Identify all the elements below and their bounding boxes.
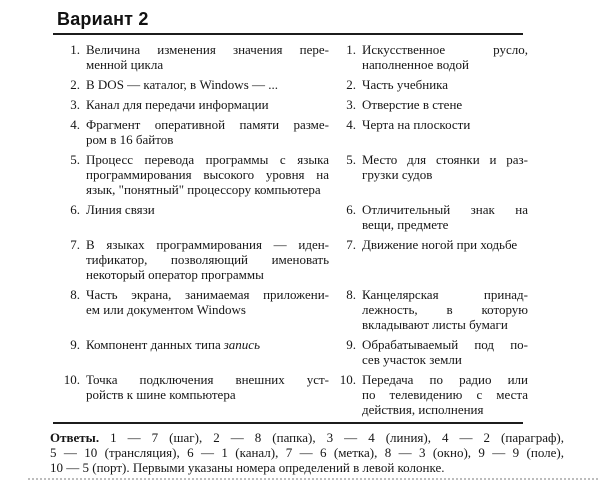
item-number: 5. (70, 152, 80, 167)
left-item-3 (62, 97, 329, 112)
text-line: Часть учебника (362, 77, 449, 92)
item-number: 9. (70, 337, 80, 352)
term-italic: запись (223, 337, 260, 352)
text-line: сев участок земли (362, 352, 462, 367)
answers-label: Ответы. (50, 430, 100, 445)
definition-text (362, 372, 528, 417)
right-item-4 (338, 117, 528, 132)
text-line: наполненное водой (362, 57, 469, 72)
table-row (62, 237, 611, 282)
item-number: 4. (346, 117, 356, 132)
text-line: программирования высокого уровня на (86, 167, 329, 182)
item-number: 3. (346, 97, 356, 112)
definition-text (86, 372, 329, 402)
left-item-5 (62, 152, 329, 197)
item-number: 10. (63, 372, 80, 387)
definition-text (362, 237, 528, 252)
text-line: Точка подключения внешних уст- (86, 372, 329, 387)
definition-text (86, 237, 329, 282)
right-item-9 (338, 337, 528, 367)
text-line: Величина изменения значения пере- (86, 42, 329, 57)
answers-line: 10 — 5 (порт). Первыми указаны номера определений в левой колонке. (50, 460, 445, 475)
text-line: В языках программирования — иден- (86, 237, 329, 252)
right-item-2 (338, 77, 528, 92)
table-row (62, 202, 611, 232)
answers-paragraph (50, 430, 564, 475)
text-line: В DOS — каталог, в Windows — ... (86, 77, 279, 92)
definition-text (86, 42, 329, 72)
table-row (62, 77, 611, 92)
item-number: 7. (346, 237, 356, 252)
text-line: действия, исполнения (362, 402, 484, 417)
text-line: вещи, предмете (362, 217, 449, 232)
item-number: 1. (70, 42, 80, 57)
text-line (86, 337, 329, 352)
definition-text (362, 202, 528, 232)
table-row (62, 372, 611, 417)
text-line: некоторый оператор программы (86, 267, 264, 282)
left-item-6 (62, 202, 329, 217)
left-item-4 (62, 117, 329, 147)
text-line: Процесс перевода программы с языка (86, 152, 329, 167)
left-item-7 (62, 237, 329, 282)
right-item-5 (338, 152, 528, 182)
item-number: 6. (346, 202, 356, 217)
definition-text (86, 97, 329, 112)
left-item-8 (62, 287, 329, 317)
table-row (62, 97, 611, 112)
item-number: 8. (70, 287, 80, 302)
definition-text (362, 77, 528, 92)
page-title: Вариант 2 (57, 9, 149, 29)
text-line: Линия связи (86, 202, 155, 217)
text-line: Движение ногой при ходьбе (362, 237, 518, 252)
text-line: ем или документом Windows (86, 302, 246, 317)
left-item-1 (62, 42, 329, 72)
definition-text (86, 202, 329, 217)
text-segment: Компонент данных типа (86, 337, 221, 352)
right-item-1 (338, 42, 528, 72)
text-line: тификатор, позволяющий именовать (86, 252, 329, 267)
text-line: грузки судов (362, 167, 433, 182)
definition-text (362, 117, 528, 132)
text-line: Часть экрана, занимаемая приложени- (86, 287, 329, 302)
right-item-8 (338, 287, 528, 332)
table-row (62, 287, 611, 332)
definitions-table (62, 42, 611, 417)
text-line: по телевидению с места (362, 387, 528, 402)
left-item-2 (62, 77, 329, 92)
table-row (62, 117, 611, 147)
text-segment: 1 — 7 (шаг), 2 — 8 (папка), 3 — 4 (линия), 4 — 2 (параграф), (99, 430, 564, 445)
right-item-3 (338, 97, 528, 112)
item-number: 9. (346, 337, 356, 352)
text-line: Фрагмент оперативной памяти разме- (86, 117, 329, 132)
definition-text (86, 77, 329, 92)
text-line: вкладывают листы бумаги (362, 317, 508, 332)
definition-text (86, 337, 329, 352)
definition-text (86, 287, 329, 317)
right-item-7 (338, 237, 528, 252)
item-number: 3. (70, 97, 80, 112)
table-row (62, 42, 611, 72)
text-line: Искусственное русло, (362, 42, 528, 57)
item-number: 7. (70, 237, 80, 252)
bottom-rule (53, 422, 523, 424)
definition-text (362, 42, 528, 72)
top-rule (53, 33, 523, 35)
definition-text (86, 117, 329, 147)
definition-text (362, 97, 528, 112)
text-line: Черта на плоскости (362, 117, 471, 132)
item-number: 2. (70, 77, 80, 92)
item-number: 2. (346, 77, 356, 92)
text-line: Место для стоянки и раз- (362, 152, 528, 167)
right-item-6 (338, 202, 528, 232)
item-number: 4. (70, 117, 80, 132)
left-item-9 (62, 337, 329, 352)
text-line: Отверстие в стене (362, 97, 463, 112)
text-line: менной цикла (86, 57, 164, 72)
text-line: лежность, в которую (362, 302, 528, 317)
text-line: Канал для передачи информации (86, 97, 269, 112)
right-item-10 (338, 372, 528, 417)
text-line: Обрабатываемый под по- (362, 337, 528, 352)
definition-text (362, 287, 528, 332)
item-number: 6. (70, 202, 80, 217)
item-number: 1. (346, 42, 356, 57)
text-line: язык, "понятный" процессору компьютера (86, 182, 321, 197)
text-line: ройств к шине компьютера (86, 387, 236, 402)
text-line: Передача по радио или (362, 372, 528, 387)
text-line: Отличительный знак на (362, 202, 528, 217)
table-row (62, 337, 611, 367)
item-number: 10. (339, 372, 356, 387)
answers-line: 5 — 10 (трансляция), 6 — 1 (канал), 7 — 6 (метка), 8 — 3 (окно), 9 — 9 (поле), (50, 445, 564, 460)
text-line: ром в 16 байтов (86, 132, 174, 147)
definition-text (362, 337, 528, 367)
table-row (62, 152, 611, 197)
item-number: 8. (346, 287, 356, 302)
definition-text (86, 152, 329, 197)
definition-text (362, 152, 528, 182)
item-number: 5. (346, 152, 356, 167)
answers-line (50, 430, 564, 445)
text-line: Канцелярская принад- (362, 287, 528, 302)
left-item-10 (62, 372, 329, 402)
